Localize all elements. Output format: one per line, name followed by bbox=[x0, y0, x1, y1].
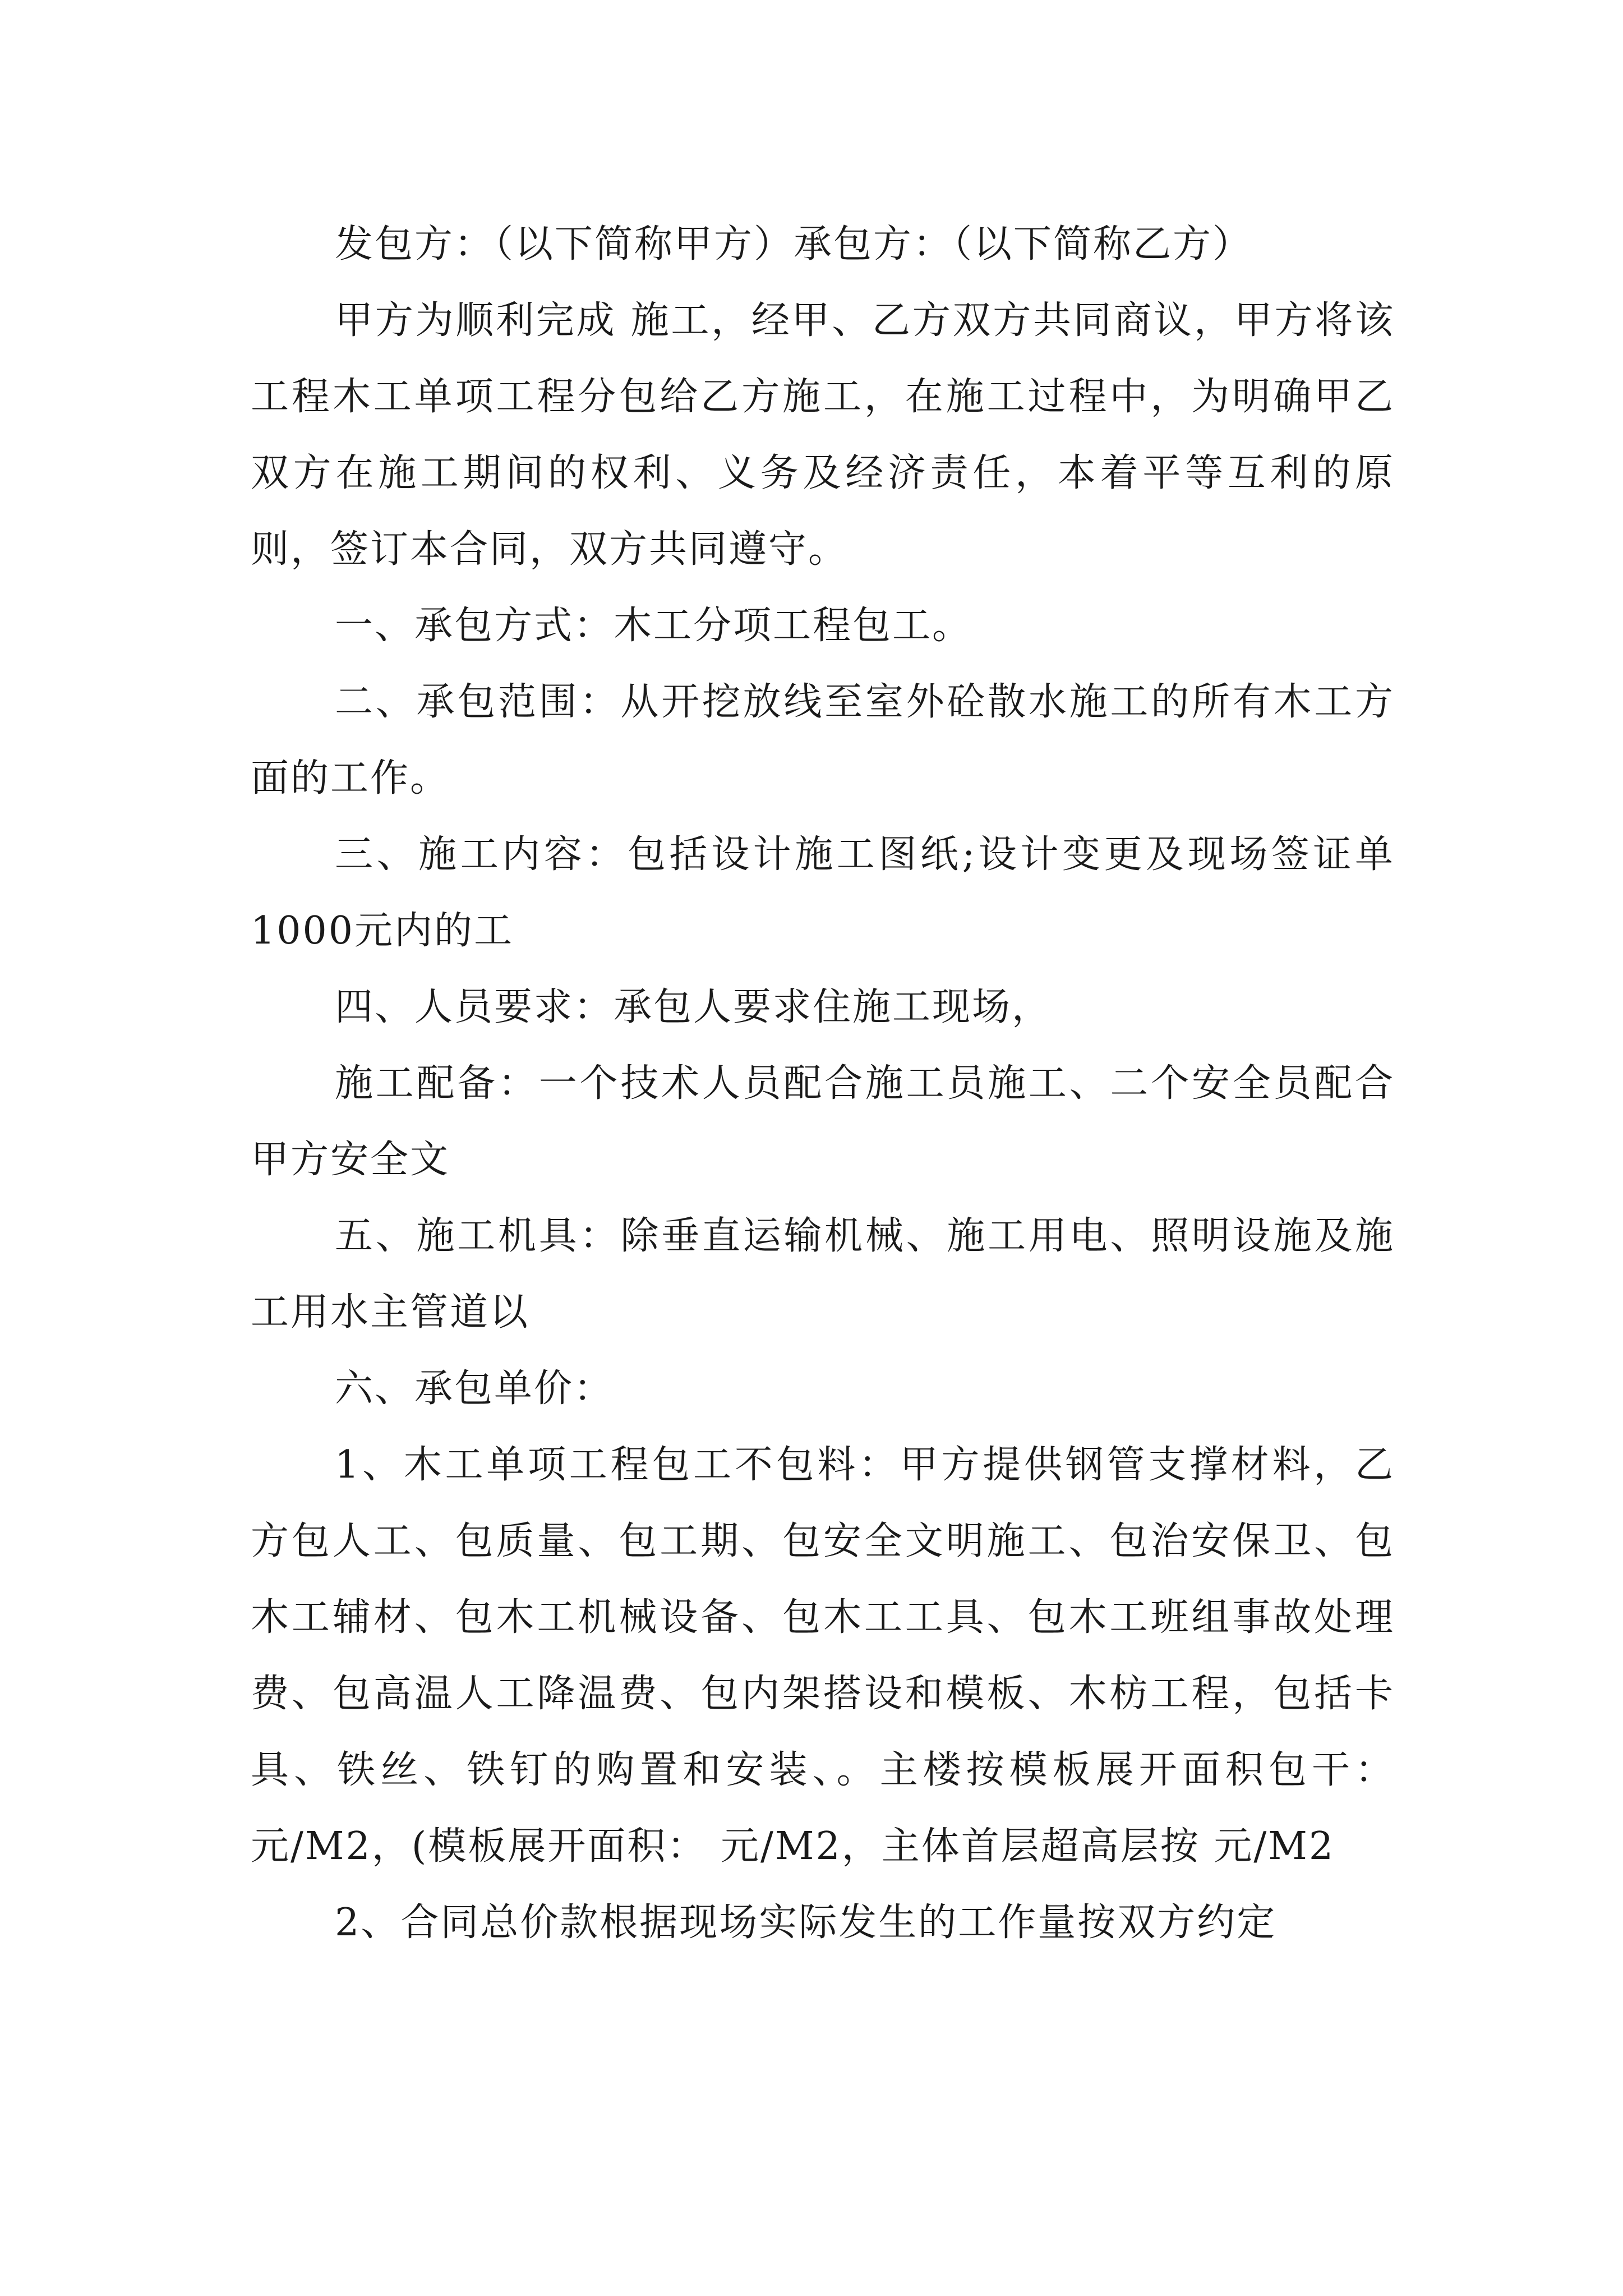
clause-unit-price-item-1: 1、木工单项工程包工不包料：甲方提供钢管支撑材料，乙方包人工、包质量、包工期、包安全文明施工、包治安保卫、包木工辅材、包木工机械设备、包木工工具、包木工班组事故处理费、包高温人工降温费、包内架搭设和模板、木枋工程，包括卡具、铁丝、铁钉的购置和安装、。主楼按模板展开面积包干： 元/M2，(模板展开面积： 元/M2，主体首层超高层按 元/M2 bbox=[251, 1443, 1395, 1869]
clause-unit-price-heading: 六、承包单价： bbox=[335, 1366, 614, 1411]
clause-construction-content: 三、施工内容：包括设计施工图纸;设计变更及现场签证单1000元内的工 bbox=[251, 832, 1395, 953]
clause-contract-scope: 二、承包范围：从开挖放线至室外砼散水施工的所有木工方面的工作。 bbox=[251, 680, 1395, 800]
parties-paragraph: 发包方：（以下简称甲方）承包方：（以下简称乙方） bbox=[335, 222, 1253, 266]
contract-body bbox=[251, 206, 1395, 1961]
clause-contract-method: 一、承包方式：木工分项工程包工。 bbox=[335, 604, 972, 648]
clause-equipment: 五、施工机具：除垂直运输机械、施工用电、照明设施及施工用水主管道以 bbox=[251, 1214, 1395, 1335]
clause-personnel-requirements: 四、人员要求：承包人要求住施工现场， bbox=[335, 985, 1052, 1029]
preamble-paragraph: 甲方为顺利完成 施工，经甲、乙方双方共同商议，甲方将该工程木工单项工程分包给乙方施工，在施工过程中，为明确甲乙双方在施工期间的权利、义务及经济责任，本着平等互利的原则，签订本合同，双方共同遵守。 bbox=[251, 298, 1395, 572]
clause-unit-price-item-2: 2、合同总价款根据现场实际发生的工作量按双方约定 bbox=[335, 1901, 1277, 1945]
clause-staffing: 施工配备：一个技术人员配合施工员施工、二个安全员配合甲方安全文 bbox=[251, 1061, 1395, 1182]
